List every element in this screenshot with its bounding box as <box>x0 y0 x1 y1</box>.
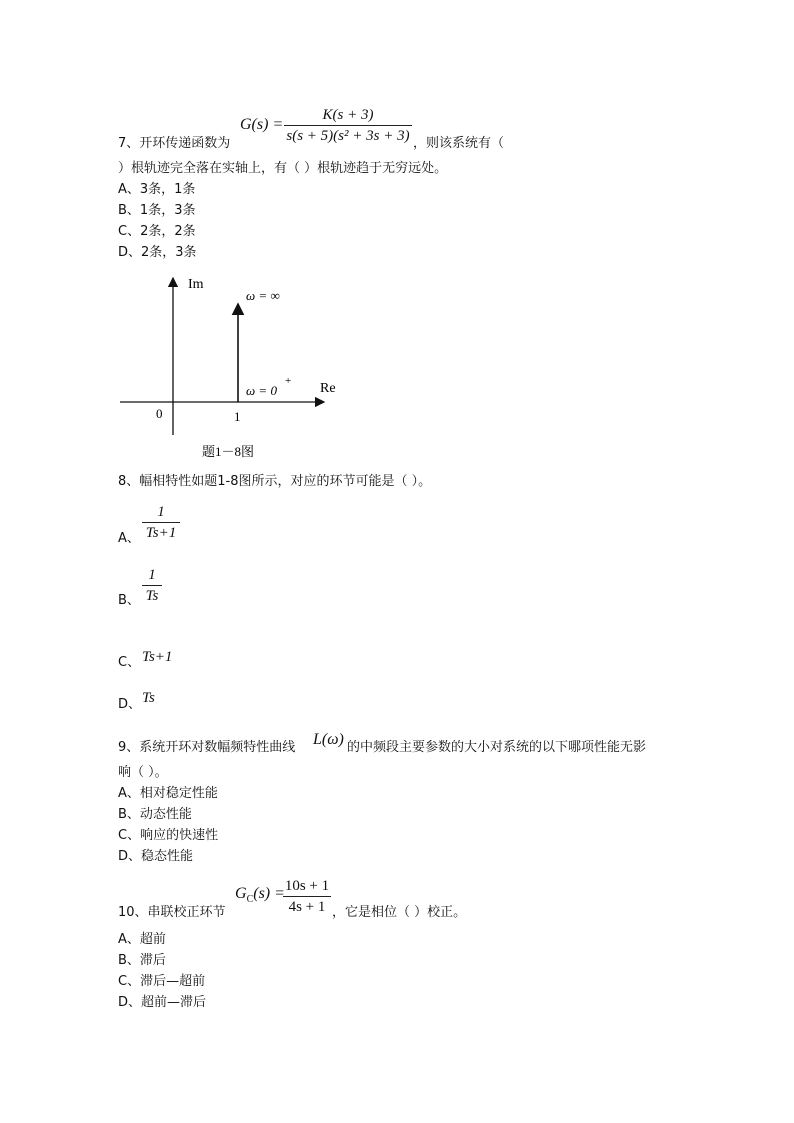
im-label: Im <box>188 277 204 292</box>
q10-suffix: ，它是相位（ ）校正。 <box>332 905 467 920</box>
q9-line2: 响（ ）。 <box>118 765 168 780</box>
q9-prefix: 9、系统开环对数幅频特性曲线 <box>118 740 296 755</box>
q9-option-a: A、相对稳定性能 <box>118 786 218 801</box>
q7-option-d: D、2条，3条 <box>118 245 197 260</box>
q10-option-b: B、滞后 <box>118 953 166 968</box>
q8-b-numerator: 1 <box>148 567 156 583</box>
nyquist-figure <box>110 270 360 465</box>
figure-caption: 题1－8图 <box>202 444 255 459</box>
q8-option-b-fraction <box>142 566 162 605</box>
q7-line2: ）根轨迹完全落在实轴上，有（ ）根轨迹趋于无穷远处。 <box>118 161 448 176</box>
q8-option-c-label: C、 <box>118 655 141 670</box>
q8-option-d-label: D、 <box>118 697 142 712</box>
q9-symbol: L(ω) <box>313 731 344 748</box>
q7-suffix: ，则该系统有（ <box>413 136 505 151</box>
q8-option-a-label: A、 <box>118 531 140 546</box>
one-label: 1 <box>234 409 241 424</box>
q9-option-c: C、响应的快速性 <box>118 828 219 843</box>
q7-transfer-fraction <box>284 106 412 145</box>
omega-zero-label: ω = 0 <box>246 383 277 398</box>
q8-b-denominator: Ts <box>145 588 159 604</box>
q7-gs-label: G(s) = <box>240 116 284 133</box>
q10-denominator: 4s + 1 <box>288 899 326 915</box>
q7-denominator: s(s + 5)(s² + 3s + 3) <box>286 128 410 144</box>
q7-option-a: A、3条，1条 <box>118 182 196 197</box>
q10-option-a: A、超前 <box>118 932 166 947</box>
q8-option-b-label: B、 <box>118 593 140 608</box>
q10-prefix: 10、串联校正环节 <box>118 905 226 920</box>
q7-option-b: B、1条，3条 <box>118 203 196 218</box>
q10-numerator: 10s + 1 <box>284 878 330 894</box>
q9-option-d: D、稳态性能 <box>118 849 194 864</box>
q10-gc-subscript: C <box>246 894 254 906</box>
q8-option-d-expr: Ts <box>142 690 155 706</box>
q7-numerator: K(s + 3) <box>322 107 374 123</box>
q10-transfer-fraction <box>283 877 331 916</box>
omega-infinity-label: ω = ∞ <box>246 288 280 303</box>
q8-a-denominator: Ts+1 <box>145 525 177 541</box>
q9-suffix: 的中频段主要参数的大小对系统的以下哪项性能无影 <box>347 740 647 755</box>
q8-option-a-fraction <box>142 503 180 542</box>
q10-gc-label: $G_C(s)$ = <box>235 885 285 906</box>
q8-question: 8、幅相特性如题1-8图所示，对应的环节可能是（ ）。 <box>118 474 432 489</box>
omega-zero-superscript: + <box>285 375 292 387</box>
q8-option-c-expr: Ts+1 <box>142 649 173 665</box>
q7-prefix: 7、开环传递函数为 <box>118 136 231 151</box>
q10-option-c: C、滞后—超前 <box>118 974 206 989</box>
q7-option-c: C、2条，2条 <box>118 224 196 239</box>
re-label: Re <box>320 381 336 396</box>
q9-option-b: B、动态性能 <box>118 807 192 822</box>
origin-label: 0 <box>156 406 163 421</box>
q8-a-numerator: 1 <box>157 504 165 520</box>
q10-option-d: D、超前—滞后 <box>118 995 207 1010</box>
